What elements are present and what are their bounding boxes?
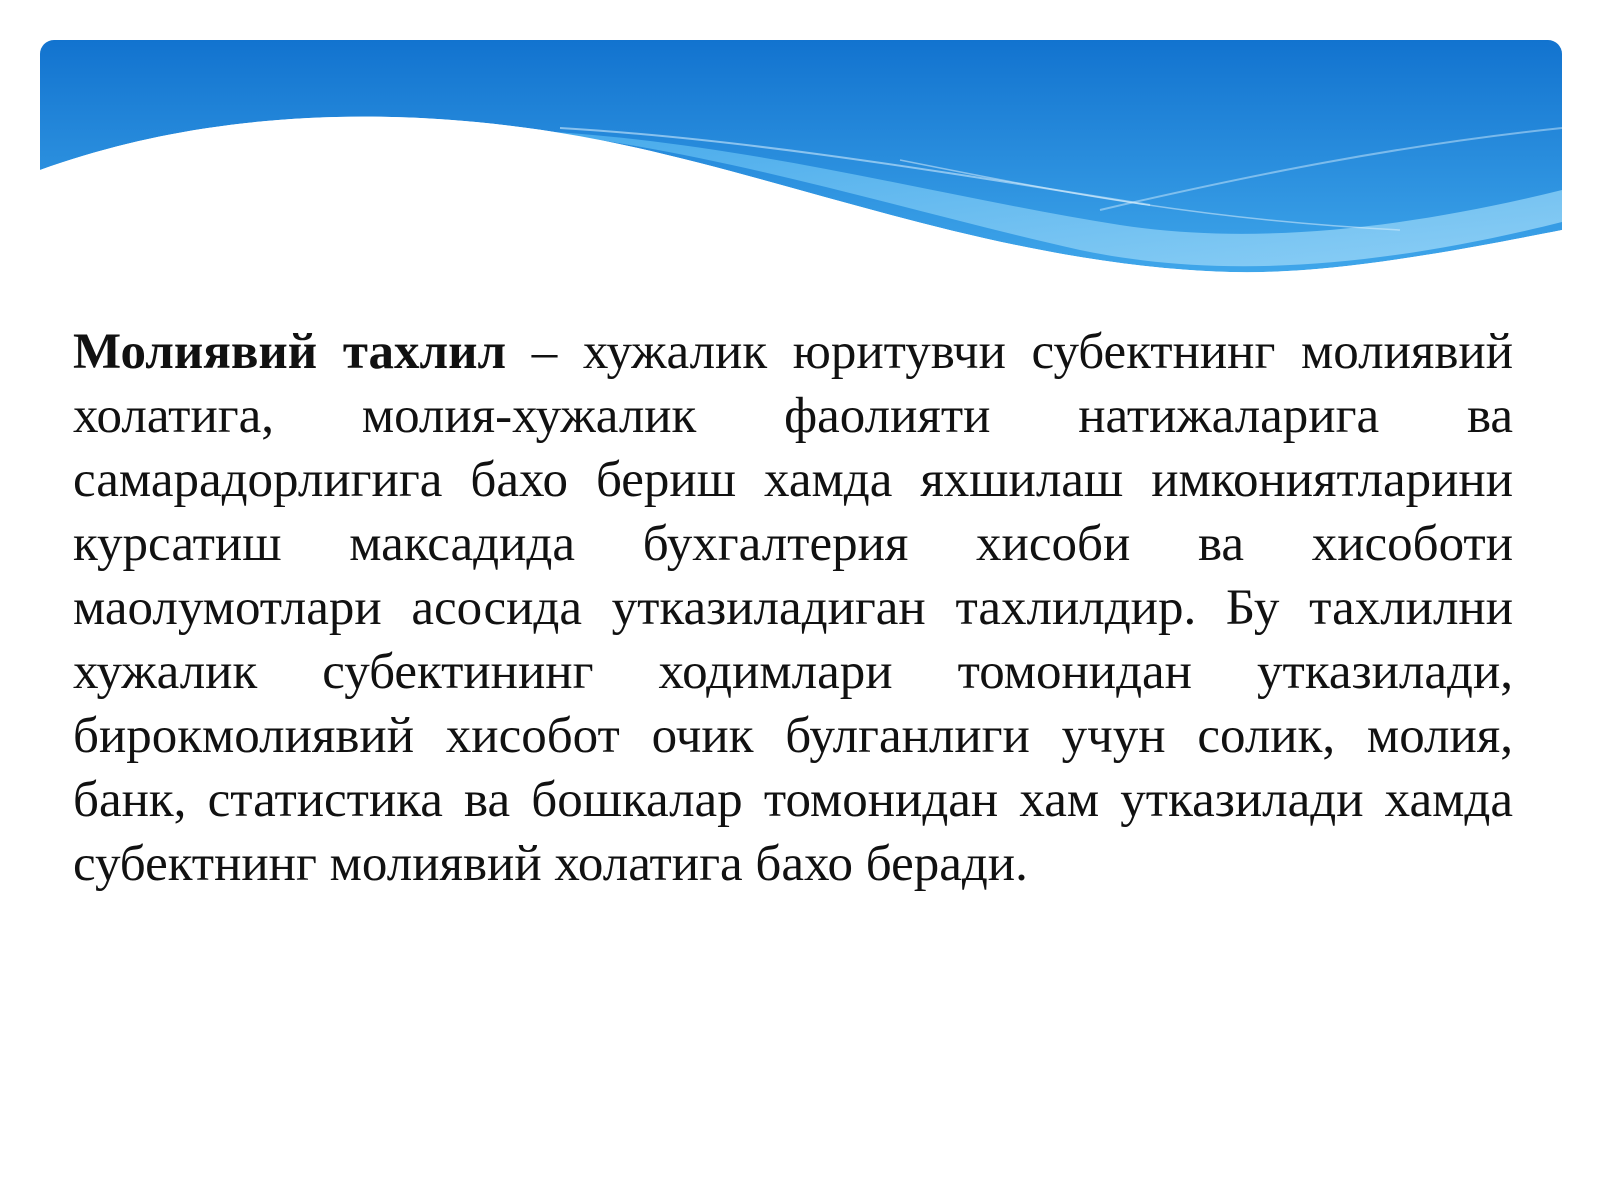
definition-text: – хужалик юритувчи субектнинг молиявий холатига, молия-хужалик фаолияти натижаларига ва самарадорлигига бахо бериш хамда яхшилаш имкониятларини курсатиш максадида бухгалтерия хисоби ва хисоботи маолумотлари асосида утказиладиган тахлилдир. Бу тахлилни хужалик субектининг ходимлари томонидан утказилади, бирокмолиявий хисобот очик булганлиги учун солик, молия, банк, статистика ва бошкалар томонидан хам утказилади хамда субектнинг молиявий холатига бахо беради.	[73, 324, 1513, 892]
term-heading: Молиявий тахлил	[73, 324, 507, 380]
header-wave-decoration	[0, 0, 1600, 300]
definition-paragraph	[73, 320, 1513, 896]
